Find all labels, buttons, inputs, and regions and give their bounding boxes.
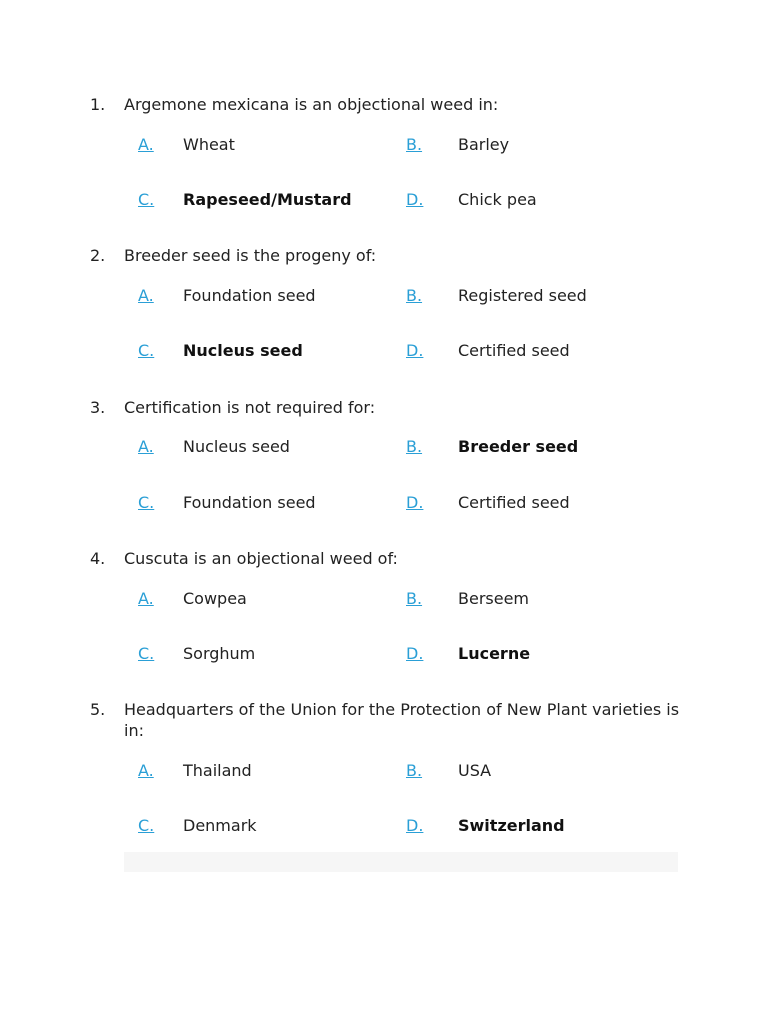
- option-text: USA: [458, 761, 492, 780]
- option-letter-link[interactable]: A.: [138, 135, 154, 154]
- option-text: Cowpea: [183, 589, 247, 608]
- question-number: 3.: [90, 398, 106, 417]
- option-text: Sorghum: [183, 644, 256, 663]
- footer-divider-bar: [124, 852, 678, 872]
- option-letter-link[interactable]: D.: [406, 644, 424, 663]
- question-number: 1.: [90, 95, 106, 114]
- option-text-correct: Lucerne: [458, 644, 531, 663]
- option-letter-link[interactable]: B.: [406, 761, 423, 780]
- option-letter-link[interactable]: C.: [138, 190, 155, 209]
- option-text: Certified seed: [458, 341, 570, 360]
- option-text: Registered seed: [458, 286, 587, 305]
- question-text: Breeder seed is the progeny of:: [124, 246, 377, 265]
- option-text-correct: Rapeseed/Mustard: [183, 190, 352, 209]
- option-text: Berseem: [458, 589, 530, 608]
- option-letter-link[interactable]: C.: [138, 341, 155, 360]
- option-text: Thailand: [183, 761, 252, 780]
- question-number: 2.: [90, 246, 106, 265]
- option-text: Foundation seed: [183, 286, 316, 305]
- option-letter-link[interactable]: B.: [406, 589, 423, 608]
- option-letter-link[interactable]: C.: [138, 644, 155, 663]
- option-letter-link[interactable]: B.: [406, 437, 423, 456]
- option-text-correct: Breeder seed: [458, 437, 579, 456]
- option-letter-link[interactable]: C.: [138, 816, 155, 835]
- question-text: Certification is not required for:: [124, 398, 376, 417]
- option-letter-link[interactable]: C.: [138, 493, 155, 512]
- question-text: Argemone mexicana is an objectional weed in:: [124, 95, 499, 114]
- option-letter-link[interactable]: D.: [406, 816, 424, 835]
- option-letter-link[interactable]: B.: [406, 135, 423, 154]
- option-text: Denmark: [183, 816, 257, 835]
- option-letter-link[interactable]: A.: [138, 761, 154, 780]
- question-number: 5.: [90, 700, 106, 719]
- option-letter-link[interactable]: D.: [406, 341, 424, 360]
- question-number: 4.: [90, 549, 106, 568]
- option-text-correct: Nucleus seed: [183, 341, 303, 360]
- option-text: Nucleus seed: [183, 437, 290, 456]
- option-text: Foundation seed: [183, 493, 316, 512]
- option-letter-link[interactable]: B.: [406, 286, 423, 305]
- option-letter-link[interactable]: D.: [406, 190, 424, 209]
- option-text: Barley: [458, 135, 510, 154]
- option-letter-link[interactable]: A.: [138, 286, 154, 305]
- option-letter-link[interactable]: A.: [138, 437, 154, 456]
- option-text: Chick pea: [458, 190, 537, 209]
- option-text-correct: Switzerland: [458, 816, 565, 835]
- question-text: Headquarters of the Union for the Protection of New Plant varieties is in:: [124, 700, 680, 740]
- option-text: Wheat: [183, 135, 235, 154]
- option-letter-link[interactable]: D.: [406, 493, 424, 512]
- option-letter-link[interactable]: A.: [138, 589, 154, 608]
- question-text: Cuscuta is an objectional weed of:: [124, 549, 398, 568]
- option-text: Certified seed: [458, 493, 570, 512]
